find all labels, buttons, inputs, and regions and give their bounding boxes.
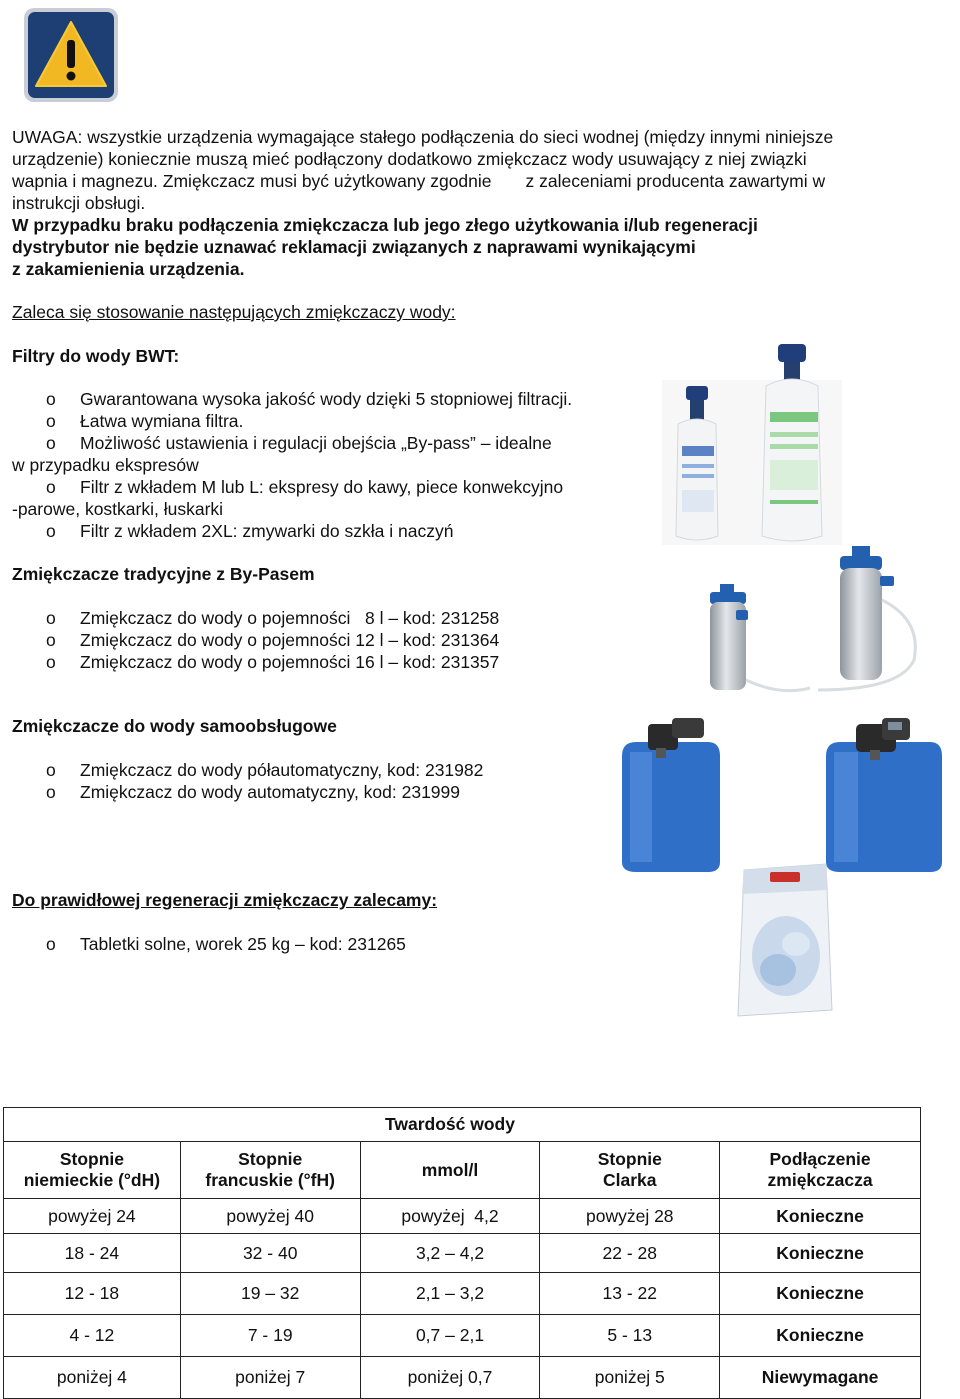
filters-item-3-continued: w przypadku ekspresów — [12, 455, 199, 475]
table-header-row — [4, 1142, 921, 1199]
header-connection: Podłączenie zmiękczacza — [720, 1142, 921, 1199]
no-warranty-line-2: dystrybutor nie będzie uznawać reklamacji związanych z naprawami wynikającymi — [12, 237, 696, 257]
header-fh: Stopnie francuskie (°fH) — [180, 1142, 360, 1199]
bullet-marker: o — [46, 782, 56, 802]
bwt-filter-image — [662, 340, 842, 545]
warning-prefix: UWAGA — [12, 127, 78, 147]
table-row: poniżej 4 poniżej 7 poniżej 0,7 poniżej 5 Niewymagane — [4, 1357, 921, 1399]
bullet-marker: o — [46, 630, 56, 650]
bullet-marker: o — [46, 652, 56, 672]
bullet-marker: o — [46, 760, 56, 780]
bullet-marker: o — [46, 521, 56, 541]
header-clark: Stopnie Clarka — [540, 1142, 720, 1199]
table-title-row — [4, 1108, 921, 1142]
water-hardness-table — [3, 1107, 921, 1399]
blue-softener-image — [612, 712, 958, 880]
no-warranty-paragraph — [12, 214, 910, 280]
warning-paragraph — [12, 126, 910, 214]
warning-line-3b: z zaleceniami producenta zawartymi w — [525, 171, 826, 191]
bullet-marker: o — [46, 477, 56, 497]
steel-softener-image — [700, 540, 930, 700]
warning-line-1: : wszystkie urządzenia wymagające stałego podłączenia do sieci wodnej (między innymi niniejsze — [77, 127, 834, 147]
warning-line-2: urządzenie) koniecznie muszą mieć podłączony dodatkowo zmiękczacz wody usuwający z niej związki — [12, 149, 807, 169]
regeneration-heading: Do prawidłowej regeneracji zmiękczaczy zalecamy: — [12, 890, 438, 910]
filters-heading: Filtry do wody BWT: — [12, 346, 180, 366]
header-dh: Stopnie niemieckie (°dH) — [4, 1142, 181, 1199]
table-row: powyżej 24 powyżej 40 powyżej 4,2 powyżej 28 Konieczne — [4, 1199, 921, 1234]
table-row: 18 - 24 32 - 40 3,2 – 4,2 22 - 28 Konieczne — [4, 1234, 921, 1273]
table-title: Twardość wody — [180, 1108, 719, 1142]
header-mmol: mmol/l — [360, 1142, 540, 1199]
warning-icon — [22, 6, 120, 104]
filters-item-4-continued: -parowe, kostkarki, łuskarki — [12, 499, 224, 519]
table-row: 12 - 18 19 – 32 2,1 – 3,2 13 - 22 Konieczne — [4, 1273, 921, 1315]
bullet-marker: o — [46, 934, 56, 954]
bullet-marker: o — [46, 411, 56, 431]
traditional-heading: Zmiękczacze tradycyjne z By-Pasem — [12, 564, 315, 584]
bullet-marker: o — [46, 608, 56, 628]
warning-line-4: instrukcji obsługi. — [12, 193, 146, 213]
recommend-heading: Zaleca się stosowanie następujących zmiękczaczy wody: — [12, 302, 456, 322]
no-warranty-line-1: W przypadku braku podłączenia zmiękczacza lub jego złego użytkowania i/lub regeneracji — [12, 215, 758, 235]
selfservice-heading: Zmiękczacze do wody samoobsługowe — [12, 716, 337, 736]
warning-line-3a: wapnia i magnezu. Zmiękczacz musi być użytkowany zgodnie — [12, 171, 492, 191]
no-warranty-line-3: z zakamienienia urządzenia. — [12, 259, 245, 279]
bullet-marker: o — [46, 389, 56, 409]
table-row: 4 - 12 7 - 19 0,7 – 2,1 5 - 13 Konieczne — [4, 1315, 921, 1357]
bullet-marker: o — [46, 433, 56, 453]
salt-bag-image — [730, 860, 840, 1020]
